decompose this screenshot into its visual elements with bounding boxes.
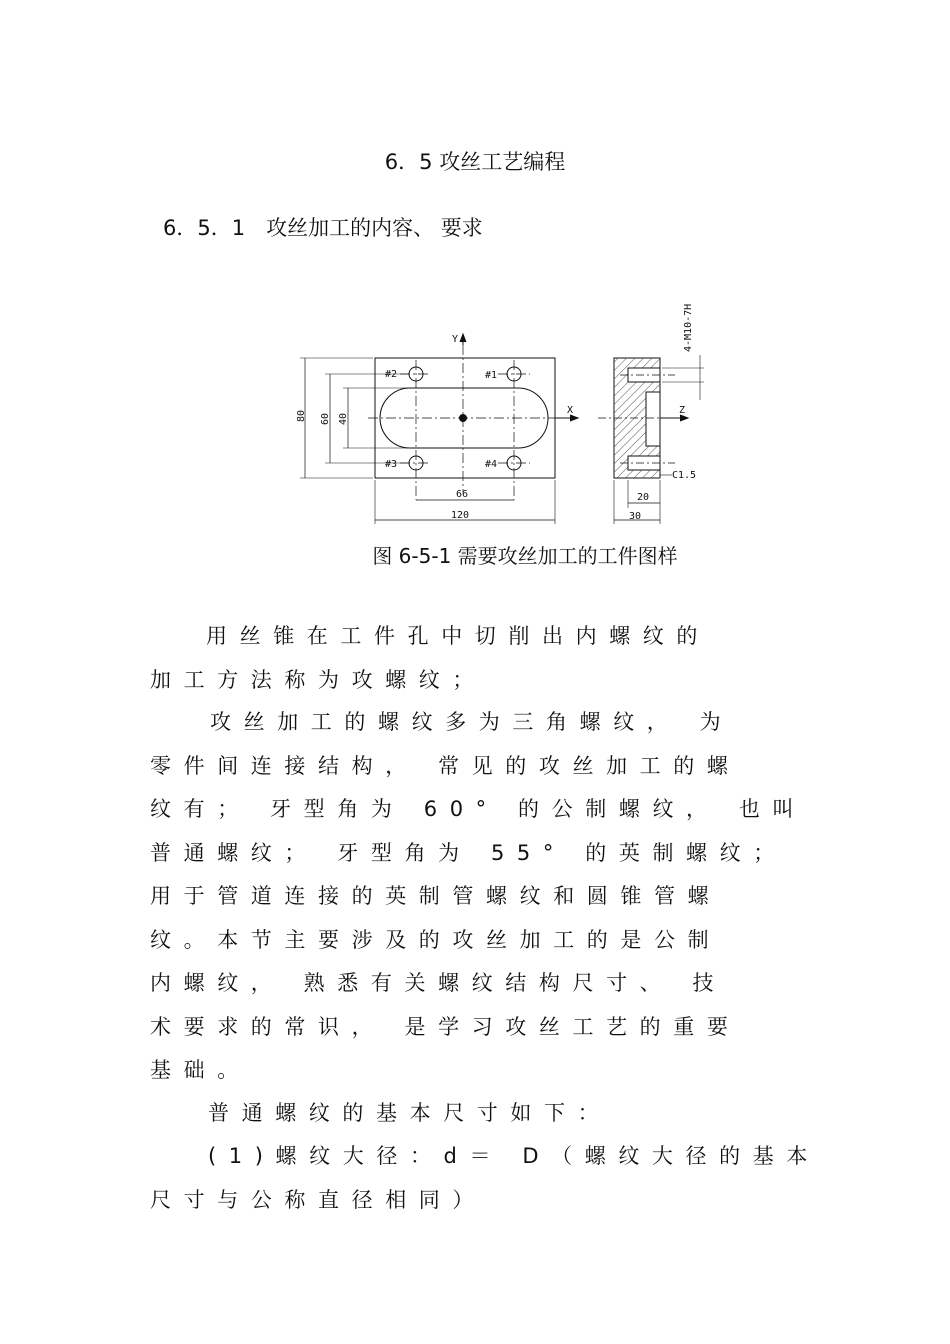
hole-1-label: #1 (485, 370, 498, 381)
text-line: 纹有； 牙型角为 60° 的公制螺纹， 也叫 (150, 797, 807, 821)
section-title: 6．5 攻丝工艺编程 (384, 150, 566, 174)
dim-60: 60 (320, 412, 331, 425)
text-line: 攻丝加工的螺纹多为三角螺纹， 为 (210, 710, 734, 734)
text-line: 内螺纹， 熟悉有关螺纹结构尺寸、 技 (150, 971, 727, 995)
workpiece-drawing (290, 285, 710, 530)
text-line: 普通螺纹； 牙型角为 55° 的英制螺纹； (150, 841, 787, 865)
hole-3-label: #3 (385, 459, 398, 470)
thread-spec: 4-M10-7H (683, 303, 694, 352)
y-axis-label: Y (452, 334, 459, 345)
subsection-title: 6．5．1 攻丝加工的内容、 要求 (163, 216, 483, 240)
dim-20: 20 (637, 492, 650, 503)
dim-120: 120 (451, 510, 470, 521)
text-line: 基础。 (150, 1058, 251, 1082)
text-line: 尺寸与公称直径相同） (150, 1188, 486, 1212)
text-line: (1)螺纹大径：d＝ D（螺纹大径的基本 (208, 1144, 820, 1168)
text-line: 加工方法称为攻螺纹； (150, 668, 486, 692)
dim-80: 80 (296, 409, 307, 422)
chamfer-label: C1.5 (672, 470, 697, 481)
text-line: 用于管道连接的英制管螺纹和圆锥管螺 (150, 884, 722, 908)
text-line: 普通螺纹的基本尺寸如下： (208, 1101, 612, 1125)
dim-30: 30 (629, 511, 642, 522)
hole-4-label: #4 (485, 459, 498, 470)
text-line: 零件间连接结构， 常见的攻丝加工的螺 (150, 754, 741, 778)
figure-caption: 图 6-5-1 需要攻丝加工的工件图样 (372, 544, 678, 568)
hole-2-label: #2 (385, 369, 398, 380)
dim-40: 40 (338, 412, 349, 425)
z-axis-label: Z (679, 405, 686, 416)
text-line: 纹。本节主要涉及的攻丝加工的是公制 (150, 928, 722, 952)
text-line: 用丝锥在工件孔中切削出内螺纹的 (206, 624, 710, 648)
text-line: 术要求的常识， 是学习攻丝工艺的重要 (150, 1015, 741, 1039)
x-axis-label: X (567, 405, 574, 416)
dim-66: 66 (456, 489, 469, 500)
